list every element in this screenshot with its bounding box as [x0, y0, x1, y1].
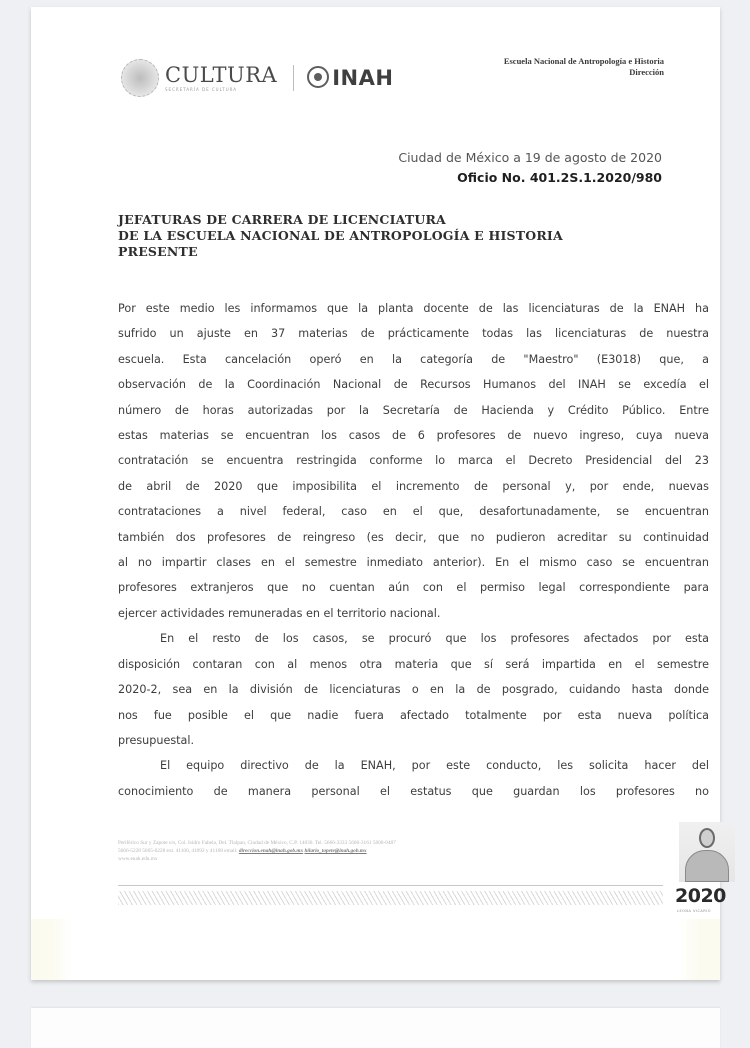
organization-name: Escuela Nacional de Antropología e Historia — [503, 56, 664, 66]
body-line: número de horas autorizadas por la Secretaría de Hacienda y Crédito Público. Entre — [118, 403, 709, 417]
year-badge — [671, 822, 743, 920]
website-link[interactable]: www.enah.edu.mx — [118, 856, 158, 862]
oficio-number: Oficio No. 401.2S.1.2020/980 — [457, 170, 662, 185]
paragraph-3 — [118, 753, 709, 804]
year-subtitle: LEONA VICARIO — [677, 909, 712, 913]
paragraph-2 — [118, 626, 709, 753]
body-line: de abril de 2020 que imposibilita el incremento de personal y, por ende, nuevas — [118, 479, 709, 493]
inah-logo-text: INAH — [332, 66, 394, 90]
body-line: profesores extranjeros que no cuentan aún con el permiso legal correspondiente para — [118, 581, 709, 595]
footer-address — [118, 839, 638, 863]
portrait-body — [685, 850, 729, 882]
body-line: Por este medio les informamos que la planta docente de las licenciaturas de la ENAH ha — [118, 302, 709, 315]
body-line: En el resto de los casos, se procuró que los profesores afectados por esta — [160, 632, 709, 646]
addressee-line: DE LA ESCUELA NACIONAL DE ANTROPOLOGÍA E HISTORIA — [118, 228, 563, 243]
addressee-line: JEFATURAS DE CARRERA DE LICENCIATURA — [118, 212, 446, 227]
cultura-logo — [165, 64, 277, 92]
body-line: El equipo directivo de la ENAH, por este conducto, les solicita hacer del — [160, 759, 709, 773]
year-text: 2020 — [675, 885, 726, 907]
body-line: escuela. Esta cancelación operó en la categoría de "Maestro" (E3018) que, a — [118, 352, 709, 366]
body-line: 2020-2, sea en la división de licenciaturas o en la de posgrado, cuidando hasta donde — [118, 683, 709, 697]
logo-divider — [293, 65, 294, 91]
inah-emblem-icon — [306, 64, 330, 92]
address-line: Periférico Sur y Zapote s/n, Col. Isidro Fabela, Del. Tlalpan, Ciudad de México, C.P. 14030. Tel. 5666-3333 5666-3161 5606-0487 — [118, 840, 396, 846]
body-line: disposición contaran con al menos otra materia que sí será impartida en el semestre — [118, 657, 709, 671]
letter-body — [118, 296, 709, 804]
body-line: ejercer actividades remuneradas en el territorio nacional. — [118, 606, 441, 620]
address-phones: 5666-5228 5665-0228 ext. 41100, 41092 y 41168 email: — [118, 848, 238, 854]
body-line: también dos profesores de reingreso (es decir, que no pudieron acreditar su continuidad — [118, 530, 709, 544]
addressee-line: PRESENTE — [118, 244, 198, 259]
body-line: sufrido un ajuste en 37 materias de prácticamente todas las licenciaturas de nuestra — [118, 327, 709, 341]
cultura-logo-text: CULTURA — [165, 63, 278, 87]
letter-meta — [398, 148, 662, 187]
department-name: Dirección — [629, 67, 664, 77]
email-link-direccion[interactable]: direccion.enah@inah.gob.mx — [238, 848, 304, 854]
cultura-logo-subtitle: SECRETARÍA DE CULTURA — [165, 87, 238, 92]
addressee-block — [118, 212, 563, 260]
next-page-preview — [31, 1008, 720, 1048]
header-logos — [121, 53, 393, 103]
body-line: estas materias se encuentran los casos de 6 profesores de nuevo ingreso, cuya nueva — [118, 429, 709, 443]
body-line: contrataciones a nivel federal, caso en el que, desafortunadamente, se encuentran — [118, 505, 709, 519]
body-line: observación de la Coordinación Nacional de Recursos Humanos del INAH se excedía el — [118, 378, 709, 392]
body-line: presupuestal. — [118, 733, 195, 747]
organization-header — [504, 56, 664, 78]
body-line: conocimiento de manera personal el estatus que guardan los profesores no — [118, 784, 709, 798]
date-line: Ciudad de México a 19 de agosto de 2020 — [398, 150, 662, 165]
footer-divider — [118, 885, 663, 886]
footer-decorative-pattern — [118, 891, 663, 905]
portrait-head — [699, 828, 715, 848]
mexico-seal-icon — [121, 59, 159, 97]
body-line: nos fue posible el que nadie fuera afectado totalmente por esta nueva política — [118, 708, 709, 722]
body-line: contratación se encuentra restringida conforme lo marca el Decreto Presidencial del 23 — [118, 454, 709, 468]
address-line-2 — [118, 847, 638, 855]
body-line: al no impartir clases en el semestre inmediato anterior). En el mismo caso se encuentran — [118, 556, 709, 570]
email-link-hilario[interactable]: hilario_topete@inah.gob.mx — [304, 848, 367, 854]
leona-vicario-portrait-icon — [679, 822, 735, 882]
letter-page — [31, 7, 726, 980]
paragraph-1 — [118, 296, 709, 626]
page-bottom-margin — [31, 919, 720, 980]
